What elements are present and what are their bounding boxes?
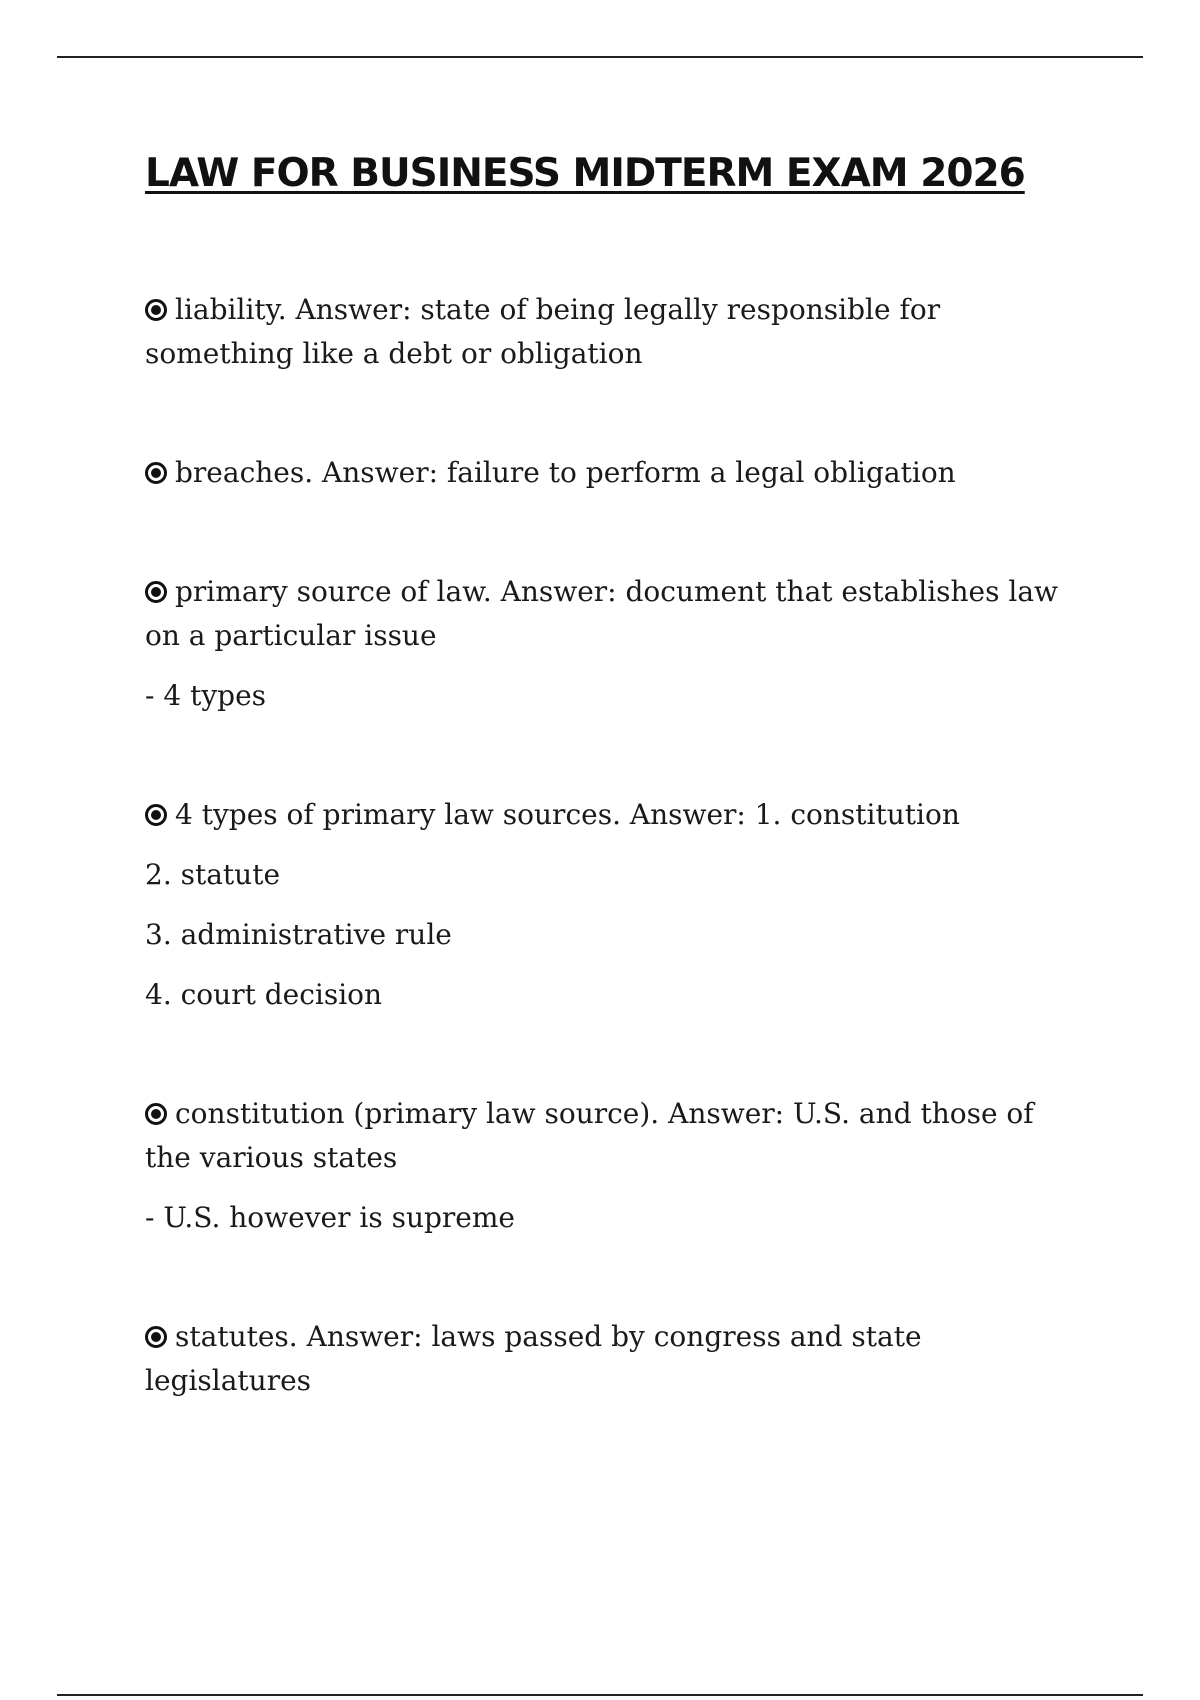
radio-bullet-icon [145,299,167,321]
page-title: LAW FOR BUSINESS MIDTERM EXAM 2026 [145,151,1025,196]
flashcard-entry [145,793,1075,1017]
flashcard-entry [145,1315,1075,1403]
entry-text: constitution (primary law source). Answer: U.S. and those of the various states [145,1097,1034,1174]
entry-text: 4 types of primary law sources. Answer: 1. constitution [175,798,960,831]
radio-bullet-icon [145,581,167,603]
top-rule [57,56,1143,58]
radio-bullet-icon [145,462,167,484]
entry-extra-line: - 4 types [145,679,267,712]
radio-bullet-icon [145,1326,167,1348]
entry-text: primary source of law. Answer: document that establishes law on a particular issue [145,575,1059,652]
radio-bullet-icon [145,804,167,826]
bottom-rule [57,1694,1143,1696]
entry-text: breaches. Answer: failure to perform a legal obligation [175,456,956,489]
flashcard-entry [145,1092,1075,1240]
flashcard-list [145,288,1075,1478]
entry-extra-line: 2. statute [145,858,281,891]
entry-text: statutes. Answer: laws passed by congress and state legislatures [145,1320,922,1397]
flashcard-entry [145,451,1075,495]
radio-bullet-icon [145,1103,167,1125]
entry-extra-line: 4. court decision [145,978,383,1011]
flashcard-entry [145,288,1075,376]
entry-extra-line: 3. administrative rule [145,918,452,951]
entry-text: liability. Answer: state of being legally responsible for something like a debt or obligation [145,293,941,370]
flashcard-entry [145,570,1075,718]
entry-extra-line: - U.S. however is supreme [145,1201,516,1234]
